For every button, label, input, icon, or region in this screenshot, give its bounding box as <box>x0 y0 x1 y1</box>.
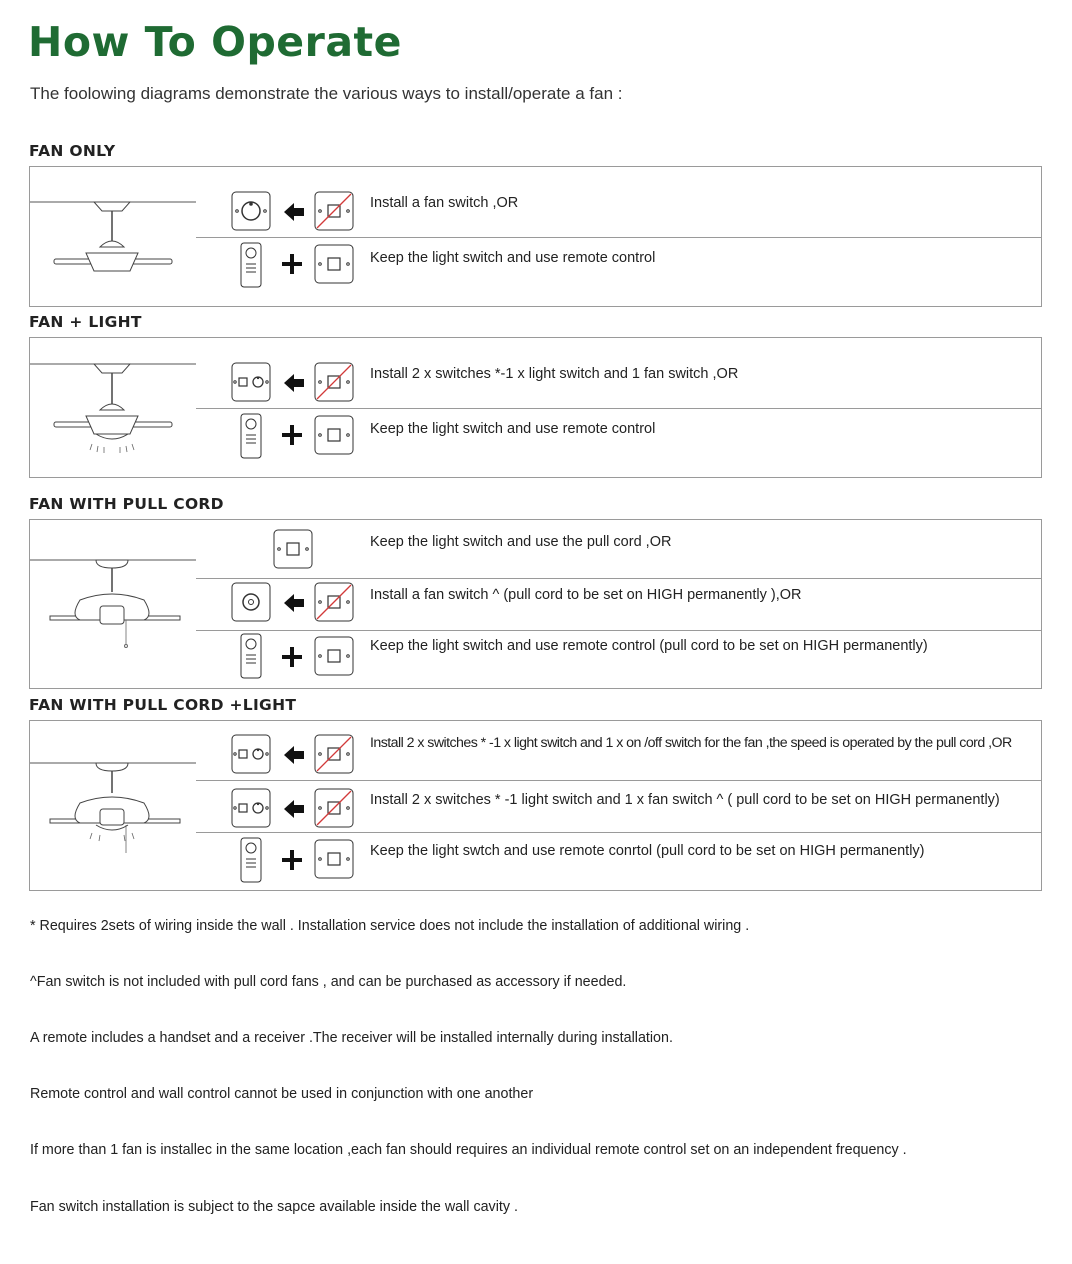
note-no-conjunction: Remote control and wall control cannot be used in conjunction with one another <box>30 1086 534 1102</box>
ceiling-fan-light-illustration <box>30 338 196 478</box>
note-wiring: * Requires 2sets of wiring inside the wall . Installation service does not include the installation of additional wiring . <box>30 918 750 934</box>
light-switch-crossed-icon <box>315 735 353 773</box>
page-subtitle: The foolowing diagrams demonstrate the various ways to install/operate a fan : <box>30 84 623 103</box>
option-text: Keep the light switch and use remote control <box>370 250 656 266</box>
remote-handset-icon <box>241 414 261 458</box>
section-box-fan-pull-cord <box>29 519 1042 689</box>
option-row <box>196 630 1041 690</box>
page-title: How To Operate <box>28 18 402 66</box>
light-switch-crossed-icon <box>315 583 353 621</box>
arrow-left-icon <box>284 594 304 612</box>
option-text: Keep the light switch and use remote control (pull cord to be set on HIGH permanently) <box>370 638 928 654</box>
section-heading-fan-pull-cord-light: FAN WITH PULL CORD +LIGHT <box>29 696 297 714</box>
option-text: Install 2 x switches *-1 x light switch and 1 fan switch ,OR <box>370 366 739 382</box>
plus-icon <box>282 254 302 274</box>
dual-switch-icon <box>232 789 270 827</box>
option-text: Keep the light switch and use the pull cord ,OR <box>370 534 672 550</box>
option-text: Install a fan switch ^ (pull cord to be set on HIGH permanently ),OR <box>370 587 802 603</box>
fan-dial-switch-icon <box>232 583 270 621</box>
option-text: Keep the light switch and use remote control <box>370 421 656 437</box>
section-heading-fan-pull-cord: FAN WITH PULL CORD <box>29 495 224 513</box>
light-switch-icon <box>274 530 312 568</box>
option-row <box>196 578 1041 631</box>
note-wall-cavity: Fan switch installation is subject to the sapce available inside the wall cavity . <box>30 1199 518 1215</box>
option-row <box>196 832 1041 892</box>
dual-switch-icon <box>232 363 270 401</box>
note-multiple-fans: If more than 1 fan is installec in the same location ,each fan should requires an individual remote control set on an independent frequency . <box>30 1142 907 1158</box>
note-fan-switch-accessory: ^Fan switch is not included with pull cord fans , and can be purchased as accessory if needed. <box>30 974 627 990</box>
arrow-left-icon <box>284 746 304 764</box>
option-row <box>196 780 1041 833</box>
section-heading-fan-light: FAN + LIGHT <box>29 313 142 331</box>
remote-handset-icon <box>241 634 261 678</box>
plus-icon <box>282 850 302 870</box>
option-text: Install a fan switch ,OR <box>370 195 519 211</box>
option-row <box>196 237 1041 308</box>
section-heading-fan-only: FAN ONLY <box>29 142 116 160</box>
light-switch-icon <box>315 840 353 878</box>
light-switch-icon <box>315 416 353 454</box>
option-text: Install 2 x switches * -1 x light switch and 1 x on /off switch for the fan ,the speed is operated by the pull cord ,OR <box>370 735 1012 751</box>
option-row <box>196 408 1041 479</box>
section-box-fan-light <box>29 337 1042 478</box>
remote-handset-icon <box>241 243 261 287</box>
section-box-fan-pull-cord-light <box>29 720 1042 891</box>
light-switch-crossed-icon <box>315 192 353 230</box>
light-switch-crossed-icon <box>315 363 353 401</box>
light-switch-icon <box>315 245 353 283</box>
plus-icon <box>282 647 302 667</box>
arrow-left-icon <box>284 800 304 818</box>
light-switch-crossed-icon <box>315 789 353 827</box>
option-text: Install 2 x switches * -1 light switch and 1 x fan switch ^ ( pull cord to be set on HIGH permanently) <box>370 792 1000 808</box>
option-row <box>196 520 1041 578</box>
section-box-fan-only <box>29 166 1042 307</box>
option-row <box>196 721 1041 780</box>
fan-dial-switch-icon <box>232 192 270 230</box>
pull-cord-fan-illustration <box>30 520 196 689</box>
option-row <box>196 338 1041 408</box>
arrow-left-icon <box>284 374 304 392</box>
option-row <box>196 167 1041 237</box>
ceiling-fan-illustration <box>30 167 196 307</box>
light-switch-icon <box>315 637 353 675</box>
remote-handset-icon <box>241 838 261 882</box>
pull-cord-fan-light-illustration <box>30 721 196 891</box>
arrow-left-icon <box>284 203 304 221</box>
plus-icon <box>282 425 302 445</box>
dual-switch-icon <box>232 735 270 773</box>
option-text: Keep the light swtch and use remote conrtol (pull cord to be set on HIGH permanently) <box>370 843 925 859</box>
note-remote-receiver: A remote includes a handset and a receiver .The receiver will be installed internally during installation. <box>30 1030 673 1046</box>
